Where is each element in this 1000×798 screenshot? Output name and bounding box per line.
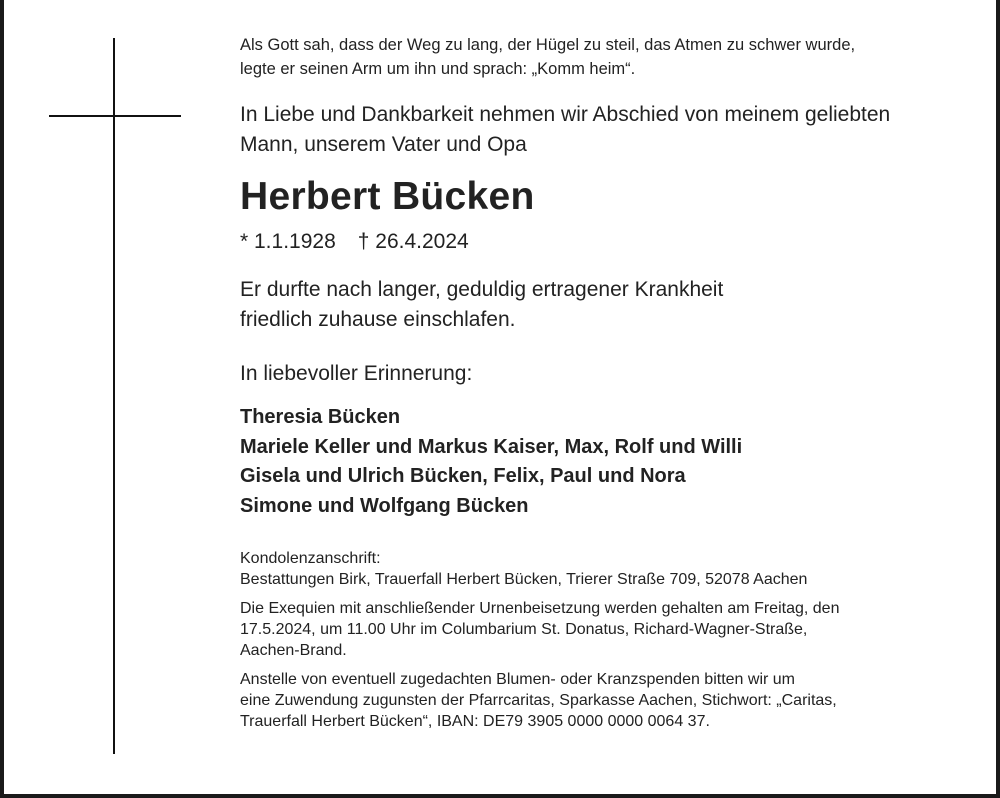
family-member: Mariele Keller und Markus Kaiser, Max, Rolf und Willi (240, 435, 743, 458)
life-dates (240, 227, 964, 257)
exequies-info (240, 598, 964, 661)
condolence-address: Bestattungen Birk, Trauerfall Herbert Bücken, Trierer Straße 709, 52078 Aachen (240, 571, 808, 588)
donation-line: eine Zuwendung zugunsten der Pfarrcaritas, Sparkasse Aachen, Stichwort: „Caritas, (240, 692, 837, 709)
intro-text (240, 100, 964, 160)
message-line: friedlich zuhause einschlafen. (240, 308, 516, 331)
family-member: Theresia Bücken (240, 406, 401, 428)
poem-line: Als Gott sah, dass der Weg zu lang, der Hügel zu steil, das Atmen zu schwer wurde, (240, 36, 856, 54)
death-date: † 26.4.2024 (357, 230, 469, 253)
exequies-line: Die Exequien mit anschließender Urnenbeisetzung werden gehalten am Freitag, den (240, 600, 840, 617)
cross-icon-vertical-bar (113, 38, 115, 754)
donation-line: Anstelle von eventuell zugedachten Blumen- oder Kranzspenden bitten wir um (240, 671, 795, 688)
poem (240, 33, 964, 81)
poem-line: legte er seinen Arm um ihn und sprach: „Komm heim“. (240, 60, 636, 78)
family-list (240, 403, 964, 521)
donation-request (240, 669, 964, 732)
intro-line: In Liebe und Dankbarkeit nehmen wir Abschied von meinem geliebten (240, 103, 891, 126)
family-member: Simone und Wolfgang Bücken (240, 494, 529, 517)
notice-content (240, 33, 964, 732)
exequies-line: Aachen-Brand. (240, 642, 347, 659)
message-line: Er durfte nach langer, geduldig ertragener Krankheit (240, 278, 724, 301)
deceased-name: Herbert Bücken (240, 175, 535, 218)
condolence-label: Kondolenzanschrift: (240, 550, 381, 567)
intro-line: Mann, unserem Vater und Opa (240, 133, 527, 156)
memory-label: In liebevoller Erinnerung: (240, 362, 473, 385)
donation-line: Trauerfall Herbert Bücken“, IBAN: DE79 3905 0000 0000 0064 37. (240, 713, 710, 730)
passing-message (240, 275, 964, 335)
exequies-line: 17.5.2024, um 11.00 Uhr im Columbarium St. Donatus, Richard-Wagner-Straße, (240, 621, 808, 638)
cross-icon-horizontal-bar (49, 115, 181, 117)
birth-date: * 1.1.1928 (240, 230, 336, 253)
family-member: Gisela und Ulrich Bücken, Felix, Paul und Nora (240, 465, 686, 487)
